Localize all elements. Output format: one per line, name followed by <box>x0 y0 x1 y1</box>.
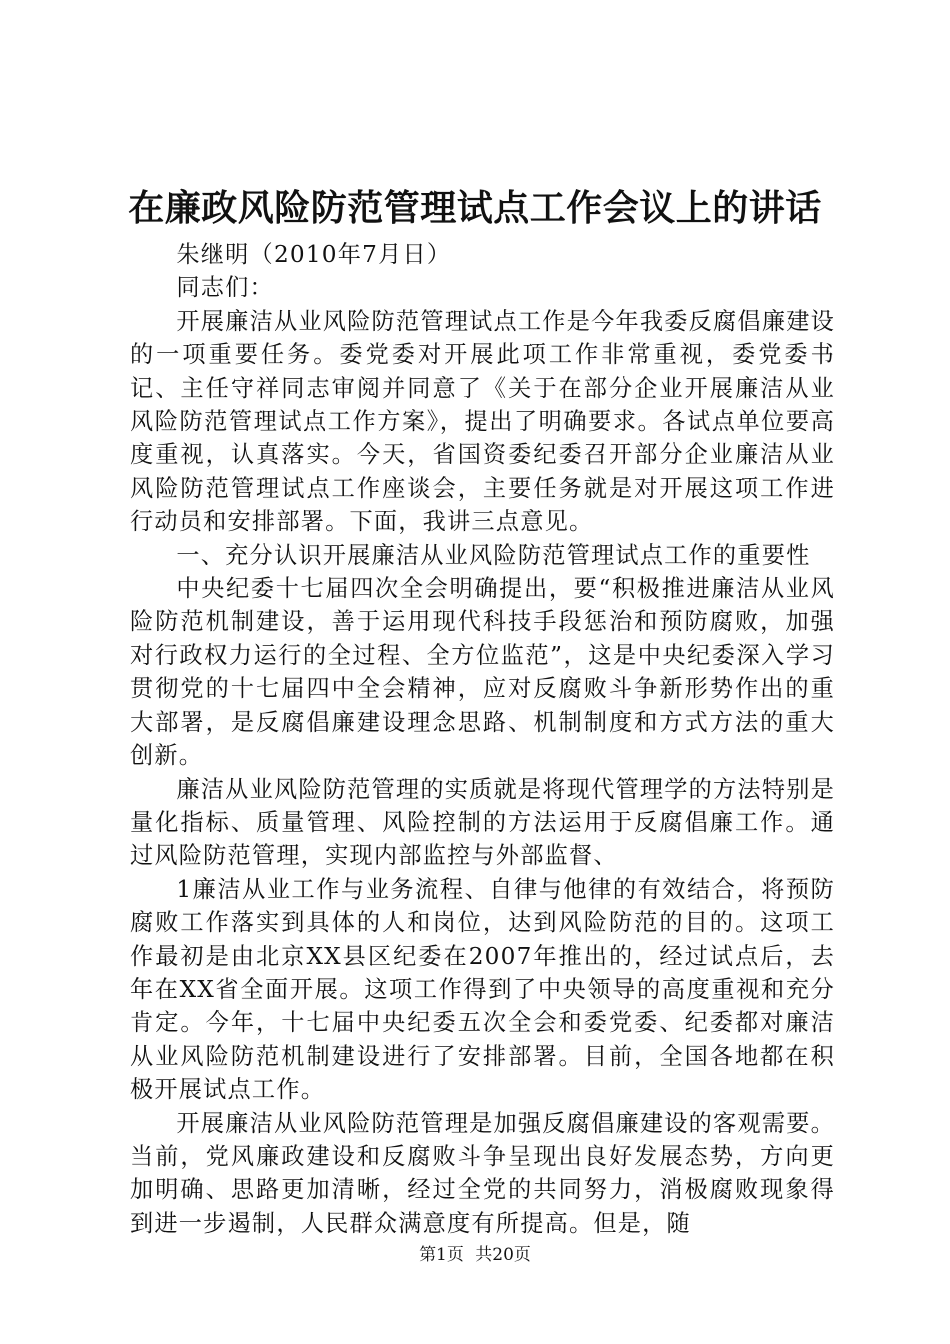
salutation: 同志们： <box>176 274 274 302</box>
paragraph: 廉洁从业风险防范管理的实质就是将现代管理学的方法特别是量化指标、质量管理、风险控制的方法运用于反腐倡廉工作。通过风险防范管理，实现内部监控与外部监督、 <box>130 775 835 870</box>
paragraph: 开展廉洁从业风险防范管理试点工作是今年我委反腐倡廉建设的一项重要任务。委党委对开展此项工作非常重视，委党委书记、主任守祥同志审阅并同意了《关于在部分企业开展廉洁从业风险防范管理试点工作方案》，提出了明确要求。各试点单位要高度重视，认真落实。今天，省国资委纪委召开部分企业廉洁从业风险防范管理试点工作座谈会，主要任务就是对开展这项工作进行动员和安排部署。下面，我讲三点意见。 <box>130 307 835 536</box>
author-date-line: 朱继明（2010年7月日） <box>176 241 452 268</box>
page-footer <box>0 1243 950 1267</box>
page-number: 第1页 <box>419 1245 464 1265</box>
section-heading: 一、充分认识开展廉洁从业风险防范管理试点工作的重要性 <box>176 541 811 569</box>
document-body <box>130 238 835 1240</box>
document-title: 在廉政风险防范管理试点工作会议上的讲话 <box>128 187 822 229</box>
paragraph: 中央纪委十七届四次全会明确提出，要“积极推进廉洁从业风险防范机制建设，善于运用现代科技手段惩治和预防腐败，加强对行政权力运行的全过程、全方位监范”，这是中央纪委深入学习贯彻党的十七届四中全会精神，应对反腐败斗争新形势作出的重大部署，是反腐倡廉建设理念思路、机制制度和方式方法的重大创新。 <box>130 575 835 770</box>
paragraph: 开展廉洁从业风险防范管理是加强反腐倡廉建设的客观需要。当前，党风廉政建设和反腐败斗争呈现出良好发展态势，方向更加明确、思路更加清晰，经过全党的共同努力，消极腐败现象得到进一步遏制，人民群众满意度有所提高。但是，随 <box>130 1109 835 1237</box>
page-total: 共20页 <box>475 1245 531 1265</box>
paragraph: 1廉洁从业工作与业务流程、自律与他律的有效结合，将预防腐败工作落实到具体的人和岗位，达到风险防范的目的。这项工作最初是由北京XX县区纪委在2007年推出的，经过试点后，去年在XX省全面开展。这项工作得到了中央领导的高度重视和充分肯定。今年，十七届中央纪委五次全会和委党委、纪委都对廉洁从业风险防范机制建设进行了安排部署。目前，全国各地都在积极开展试点工作。 <box>130 875 835 1104</box>
